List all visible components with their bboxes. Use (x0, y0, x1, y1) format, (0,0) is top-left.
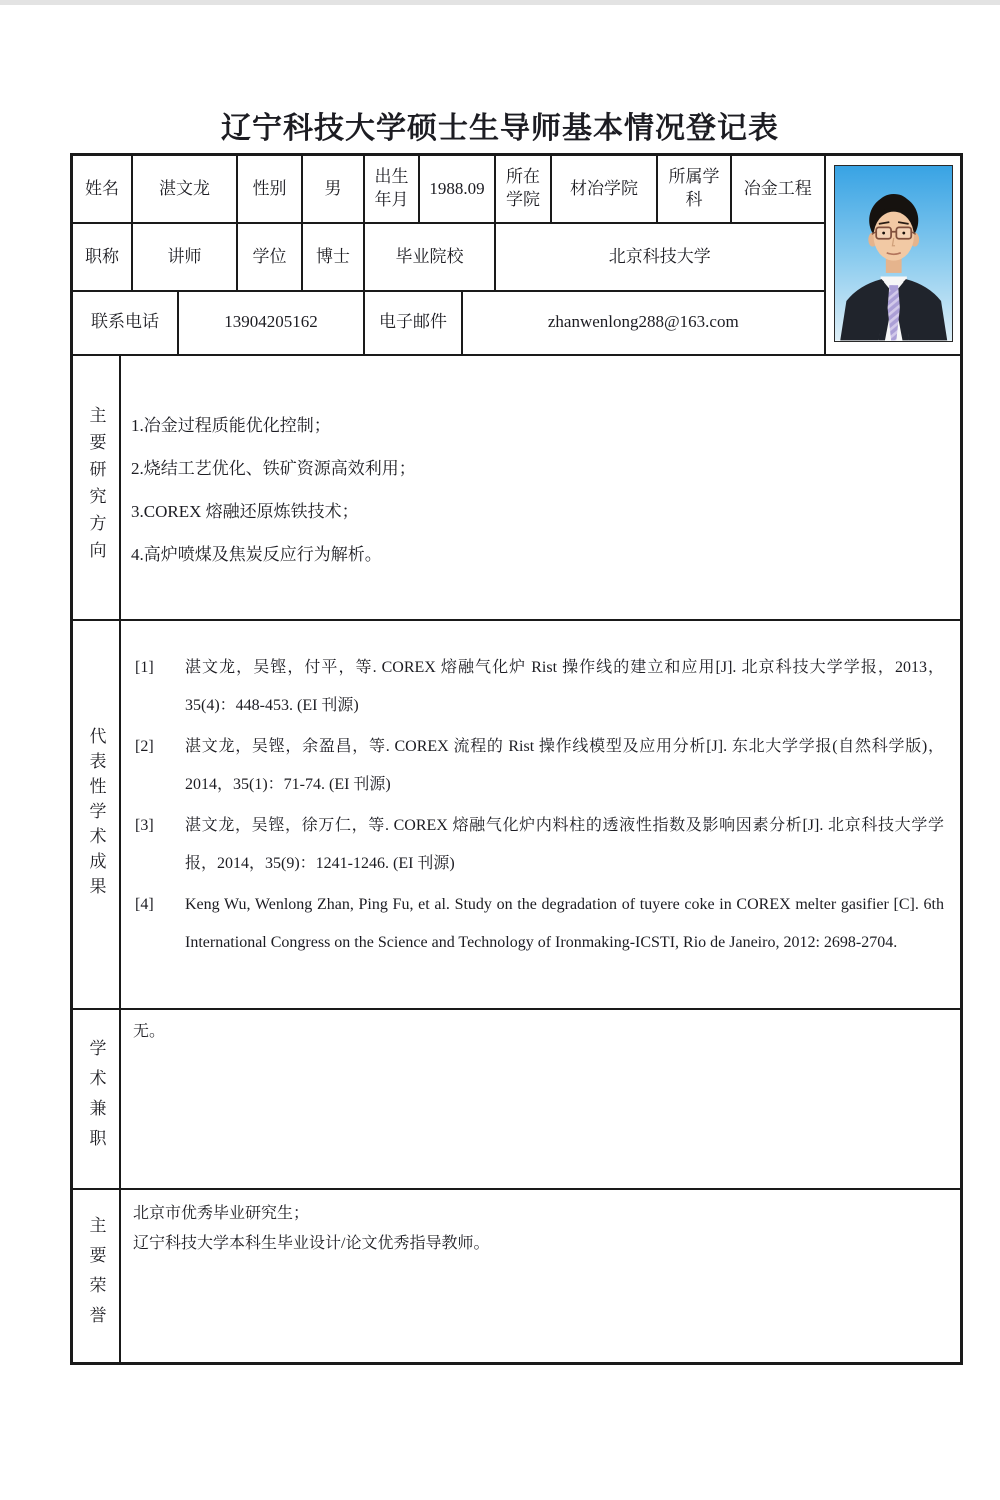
publication-entry (129, 886, 944, 962)
degree-value: 博士 (303, 224, 365, 290)
publication-entry (129, 807, 944, 883)
name-value: 湛文龙 (133, 156, 238, 222)
publication-entry (129, 728, 944, 804)
research-item: 1.冶金过程质能优化控制； (131, 415, 331, 435)
page-title: 辽宁科技大学硕士生导师基本情况登记表 (221, 112, 779, 145)
publication-number: [1] (135, 658, 154, 676)
gender-value: 男 (303, 156, 365, 222)
alma-mater-value: 北京科技大学 (608, 246, 711, 266)
photo-cell (826, 156, 960, 354)
research-section-label: 主要研究方向 (86, 406, 106, 569)
job-title-label: 职称 (73, 224, 133, 290)
publication-number: [3] (135, 816, 154, 834)
publication-text: Keng Wu, Wenlong Zhan, Ping Fu, et al. Study on the degradation of tuyere coke in COREX melter gasifier [C]. 6th International Congress on the Science and Technology of Ironmaking-ICSTI, Rio de Janeiro, 2012: 2698-2704. (185, 895, 944, 951)
birth-label: 出生年月 (365, 156, 420, 222)
info-header (73, 156, 960, 356)
research-item: 2.烧结工艺优化、铁矿资源高效利用； (131, 458, 416, 478)
info-row-basic (73, 156, 824, 224)
research-item: 3.COREX 熔融还原炼铁技术； (131, 501, 359, 521)
email-value: zhanwenlong288@163.com (547, 312, 739, 332)
phone-label: 联系电话 (73, 292, 179, 354)
job-title-value: 讲师 (133, 224, 238, 290)
section-representative-publications (73, 621, 960, 1011)
birth-value: 1988.09 (420, 156, 496, 222)
publication-number: [4] (135, 895, 154, 913)
degree-label: 学位 (238, 224, 303, 290)
alma-mater-label: 毕业院校 (365, 224, 496, 290)
section-research-directions (73, 356, 960, 621)
publication-text: 湛文龙，吴铿，付平，等. COREX 熔融气化炉 Rist 操作线的建立和应用[J]. 北京科技大学学报，2013，35(4)：448-453. (EI 刊源) (185, 658, 944, 714)
scan-edge-artifact (0, 0, 1000, 5)
honors-section-label: 主要荣誉 (86, 1216, 106, 1337)
info-row-title (73, 224, 824, 292)
publication-text: 湛文龙，吴铿，余盈昌，等. COREX 流程的 Rist 操作线模型及应用分析[J]. 东北大学学报(自然科学版)，2014，35(1)：71-74. (EI 刊源) (185, 737, 944, 793)
publication-number: [2] (135, 737, 154, 755)
positions-content: 无。 (133, 1023, 166, 1041)
supervisor-photo (834, 165, 953, 341)
gender-label: 性别 (238, 156, 303, 222)
publication-text: 湛文龙，吴铿，徐万仁，等. COREX 熔融气化炉内料柱的透液性指数及影响因素分析[J]. 北京科技大学学报，2014，35(9)：1241-1246. (EI 刊源) (185, 816, 944, 872)
college-value: 材冶学院 (552, 156, 658, 222)
registration-table (70, 153, 963, 1365)
email-label: 电子邮件 (365, 292, 463, 354)
name-label: 姓名 (73, 156, 133, 222)
research-item: 4.高炉喷煤及焦炭反应行为解析。 (131, 544, 382, 564)
info-row-contact (73, 292, 824, 354)
phone-value: 13904205162 (179, 292, 365, 354)
section-academic-positions (73, 1010, 960, 1190)
positions-section-label: 学术兼职 (86, 1039, 106, 1160)
publication-entry (129, 649, 944, 725)
section-main-honors (73, 1190, 960, 1362)
honor-item: 辽宁科技大学本科生毕业设计/论文优秀指导教师。 (133, 1235, 490, 1253)
discipline-value: 冶金工程 (743, 178, 812, 198)
college-label: 所在学院 (496, 156, 552, 222)
publications-section-label: 代表性学术成果 (86, 726, 106, 902)
discipline-label: 所属学科 (658, 156, 732, 222)
honor-item: 北京市优秀毕业研究生； (133, 1205, 310, 1223)
